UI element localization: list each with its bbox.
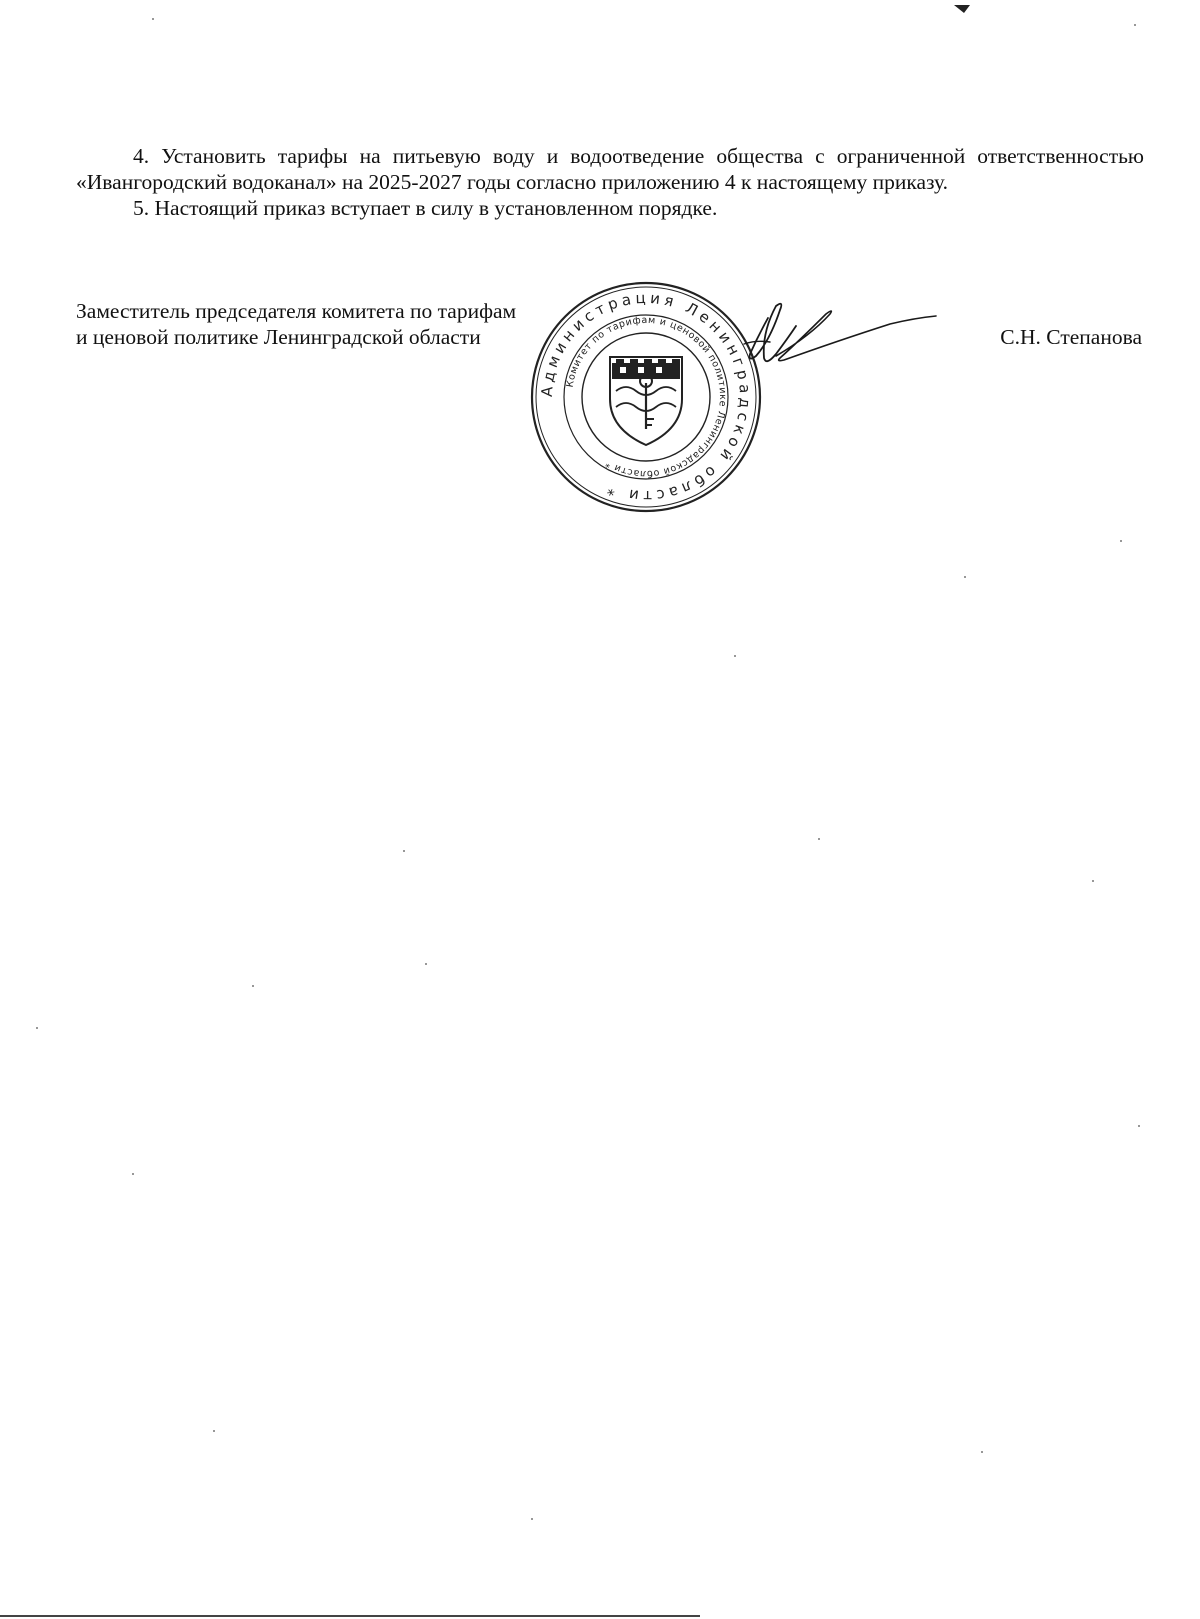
signatory-position [76, 298, 516, 350]
document-body [76, 143, 1144, 221]
scan-speck [964, 576, 966, 578]
corner-mark [954, 0, 970, 8]
svg-text:Комитет по тарифам и ценовой п: Комитет по тарифам и ценовой политике Ленинградской области * [564, 314, 729, 480]
signatory-position-line-2: и ценовой политике Ленинградской области [76, 325, 481, 349]
paragraph-5: 5. Настоящий приказ вступает в силу в установленном порядке. [133, 196, 718, 220]
scan-speck [818, 838, 820, 840]
handwritten-signature [740, 296, 940, 376]
scan-speck [1092, 880, 1094, 882]
scan-speck [1138, 1125, 1140, 1127]
scan-speck [531, 1518, 533, 1520]
scan-speck [425, 963, 427, 965]
scan-speck [252, 985, 254, 987]
paragraph-4: 4. Установить тарифы на питьевую воду и водоотведение общества с ограниченной ответственностью «Ивангородский водоканал» на 2025-2027 годы согласно приложению 4 к настоящему приказу. [76, 144, 1144, 194]
svg-text:Администрация Ленинградской об: Администрация Ленинградской области * [537, 288, 755, 506]
scan-speck [734, 655, 736, 657]
official-seal [528, 279, 764, 515]
scan-speck [36, 1027, 38, 1029]
scan-speck [1134, 24, 1136, 26]
scan-speck [403, 850, 405, 852]
scan-speck [981, 1451, 983, 1453]
scan-speck [152, 18, 154, 20]
signatory-name: С.Н. Степанова [1000, 325, 1142, 349]
scan-edge-line [0, 1615, 700, 1617]
scan-speck [213, 1430, 215, 1432]
signatory-position-line-1: Заместитель председателя комитета по тарифам [76, 299, 517, 323]
scan-speck [132, 1173, 134, 1175]
scan-speck [1120, 540, 1122, 542]
